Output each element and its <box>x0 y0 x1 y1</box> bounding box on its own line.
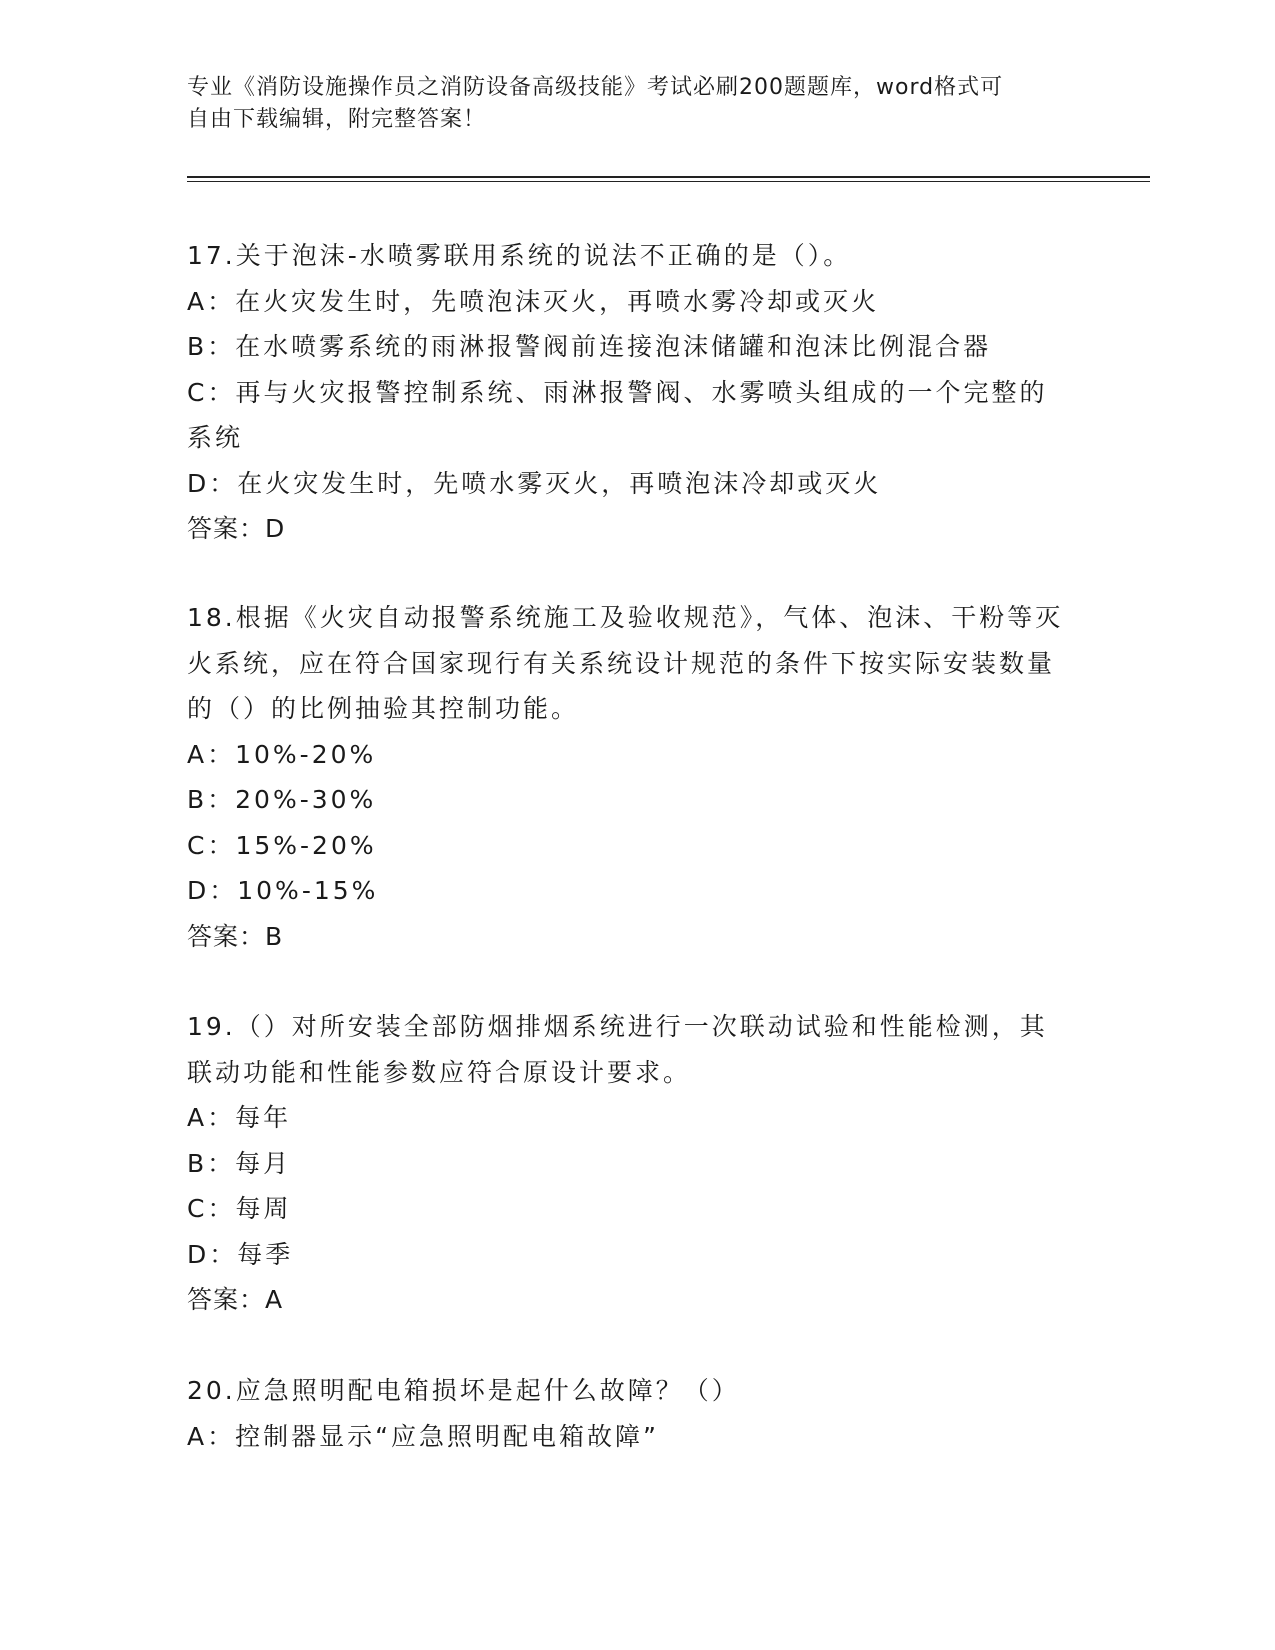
answer: 答案：D <box>187 514 286 543</box>
header-divider <box>187 176 1150 182</box>
question-stem: 19.（）对所安装全部防烟排烟系统进行一次联动试验和性能检测，其联动功能和性能参数应符合原设计要求。 <box>187 1012 1048 1087</box>
option-d: D：10%-15% <box>187 876 379 905</box>
option-d: D：每季 <box>187 1239 294 1269</box>
option-a: A：10%-20% <box>187 739 377 769</box>
option-b: B：每月 <box>187 1148 292 1178</box>
option-c: C：再与火灾报警控制系统、雨淋报警阀、水雾喷头组成的一个完整的系统 <box>187 377 1048 452</box>
question-stem: 18.根据《火灾自动报警系统施工及验收规范》，气体、泡沫、干粉等灭火系统，应在符合国家现行有关系统设计规范的条件下按实际安装数量的（）的比例抽验其控制功能。 <box>187 603 1064 723</box>
option-c: C：15%-20% <box>187 830 377 860</box>
answer: 答案：B <box>187 921 284 951</box>
question-20 <box>187 1368 1067 1459</box>
header-line-1: 专业《消防设施操作员之消防设备高级技能》考试必刷200题题库，word格式可 <box>187 75 1004 100</box>
option-a: A：每年 <box>187 1103 292 1132</box>
option-a: A：在火灾发生时，先喷泡沫灭火，再喷水雾冷却或灭火 <box>187 286 880 316</box>
option-b: B：在水喷雾系统的雨淋报警阀前连接泡沫储罐和泡沫比例混合器 <box>187 332 992 361</box>
question-19 <box>187 1004 1067 1323</box>
answer: 答案：A <box>187 1285 284 1314</box>
question-stem: 17.关于泡沫-水喷雾联用系统的说法不正确的是（）。 <box>187 241 852 270</box>
option-d: D：在火灾发生时，先喷水雾灭火，再喷泡沫冷却或灭火 <box>187 468 882 498</box>
question-17 <box>187 233 1067 552</box>
header-line-2: 自由下载编辑，附完整答案！ <box>187 107 487 132</box>
option-a: A：控制器显示“应急照明配电箱故障” <box>187 1421 660 1451</box>
option-c: C：每周 <box>187 1194 292 1223</box>
option-b: B：20%-30% <box>187 785 377 814</box>
question-stem: 20.应急照明配电箱损坏是起什么故障？（） <box>187 1376 740 1405</box>
question-18 <box>187 595 1067 959</box>
document-header <box>187 72 1067 136</box>
